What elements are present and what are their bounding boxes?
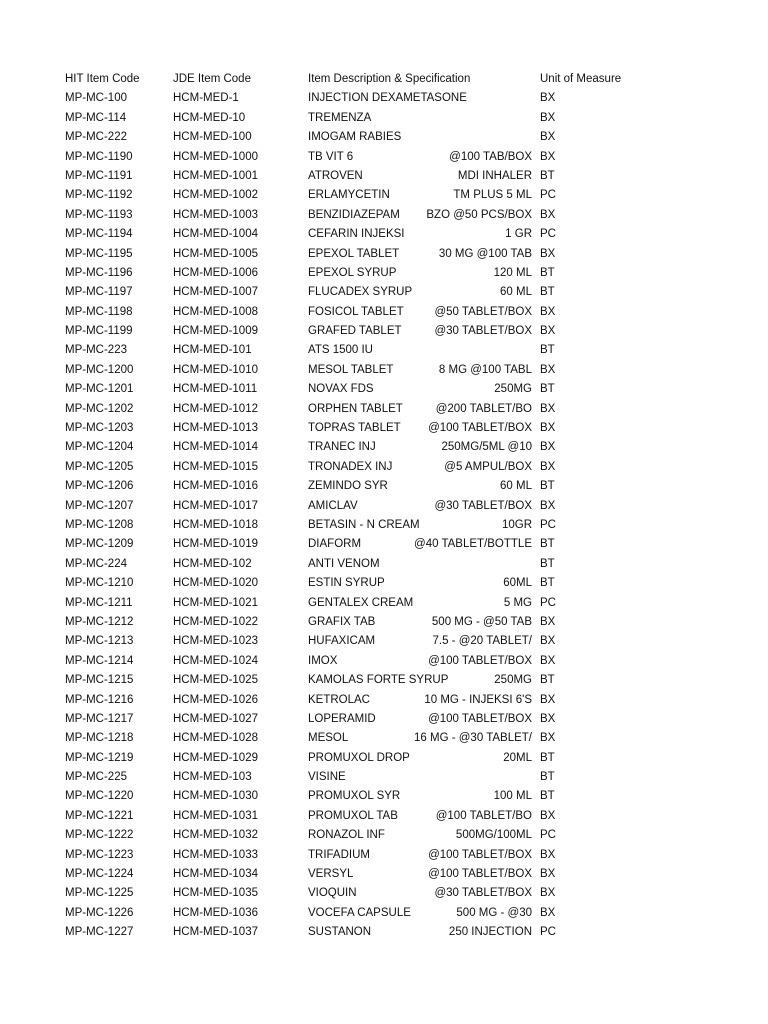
header-item-description: Item Description & Specification bbox=[308, 73, 471, 85]
jde-item-code-cell: HCM-MED-10 bbox=[173, 111, 246, 124]
hit-item-code-cell: MP-MC-1201 bbox=[65, 383, 134, 396]
hit-item-code-cell: MP-MC-1195 bbox=[65, 247, 133, 260]
jde-item-code-cell: HCM-MED-1024 bbox=[173, 654, 258, 667]
unit-of-measure-cell: BX bbox=[540, 111, 556, 124]
unit-of-measure-cell: BT bbox=[540, 383, 555, 396]
item-description-cell: TRONADEX INJ bbox=[308, 460, 393, 473]
item-specification-cell: 20ML bbox=[503, 751, 532, 764]
jde-item-code-cell: HCM-MED-1027 bbox=[173, 712, 258, 725]
table-row bbox=[0, 322, 768, 341]
item-specification-cell: 60 ML bbox=[500, 480, 532, 493]
table-row bbox=[0, 555, 768, 574]
table-row bbox=[0, 419, 768, 438]
item-description-cell: GRAFIX TAB bbox=[308, 615, 376, 628]
table-row bbox=[0, 710, 768, 729]
jde-item-code-cell: HCM-MED-1021 bbox=[173, 596, 258, 609]
unit-of-measure-cell: BX bbox=[540, 499, 556, 512]
hit-item-code-cell: MP-MC-1194 bbox=[65, 228, 133, 241]
unit-of-measure-cell: BX bbox=[540, 654, 556, 667]
hit-item-code-cell: MP-MC-1207 bbox=[65, 499, 134, 512]
table-row bbox=[0, 923, 768, 942]
item-description-cell: ATS 1500 IU bbox=[308, 344, 373, 357]
jde-item-code-cell: HCM-MED-1014 bbox=[173, 441, 258, 454]
jde-item-code-cell: HCM-MED-101 bbox=[173, 344, 252, 357]
unit-of-measure-cell: BX bbox=[540, 906, 556, 919]
hit-item-code-cell: MP-MC-1218 bbox=[65, 732, 134, 745]
hit-item-code-cell: MP-MC-1223 bbox=[65, 848, 134, 861]
item-description-cell: MESOL bbox=[308, 732, 349, 745]
jde-item-code-cell: HCM-MED-1020 bbox=[173, 577, 258, 590]
table-row bbox=[0, 264, 768, 283]
item-description-cell: TREMENZA bbox=[308, 111, 372, 124]
table-row bbox=[0, 380, 768, 399]
jde-item-code-cell: HCM-MED-1006 bbox=[173, 266, 258, 279]
item-description-cell: ANTI VENOM bbox=[308, 557, 380, 570]
jde-item-code-cell: HCM-MED-1030 bbox=[173, 790, 258, 803]
header-unit-of-measure: Unit of Measure bbox=[540, 73, 622, 85]
table-row bbox=[0, 787, 768, 806]
item-description-cell: PROMUXOL TAB bbox=[308, 809, 398, 822]
unit-of-measure-cell: BX bbox=[540, 150, 556, 163]
table-row bbox=[0, 768, 768, 787]
item-specification-cell: 250 INJECTION bbox=[448, 926, 532, 939]
item-specification-cell: @100 TABLET/BOX bbox=[428, 848, 532, 861]
table-row bbox=[0, 865, 768, 884]
jde-item-code-cell: HCM-MED-1018 bbox=[173, 518, 258, 531]
unit-of-measure-cell: BX bbox=[540, 693, 556, 706]
hit-item-code-cell: MP-MC-1208 bbox=[65, 518, 134, 531]
table-row bbox=[0, 283, 768, 302]
item-table bbox=[0, 70, 768, 943]
unit-of-measure-cell: BX bbox=[540, 247, 556, 260]
jde-item-code-cell: HCM-MED-1008 bbox=[173, 305, 258, 318]
item-specification-cell: @30 TABLET/BOX bbox=[434, 499, 532, 512]
item-description-cell: IMOX bbox=[308, 654, 338, 667]
header-jde-item-code: JDE Item Code bbox=[173, 73, 251, 85]
jde-item-code-cell: HCM-MED-1002 bbox=[173, 189, 258, 202]
item-description-cell: ZEMINDO SYR bbox=[308, 480, 388, 493]
item-specification-cell: @100 TAB/BOX bbox=[449, 150, 532, 163]
hit-item-code-cell: MP-MC-1193 bbox=[65, 208, 133, 221]
item-description-cell: SUSTANON bbox=[308, 926, 372, 939]
item-specification-cell: 250MG bbox=[494, 383, 532, 396]
table-row bbox=[0, 594, 768, 613]
unit-of-measure-cell: BT bbox=[540, 771, 555, 784]
hit-item-code-cell: MP-MC-1202 bbox=[65, 402, 134, 415]
unit-of-measure-cell: BT bbox=[540, 577, 555, 590]
jde-item-code-cell: HCM-MED-1005 bbox=[173, 247, 258, 260]
jde-item-code-cell: HCM-MED-1003 bbox=[173, 208, 258, 221]
hit-item-code-cell: MP-MC-1219 bbox=[65, 751, 134, 764]
unit-of-measure-cell: BT bbox=[540, 557, 555, 570]
table-row bbox=[0, 652, 768, 671]
item-description-cell: TOPRAS TABLET bbox=[308, 422, 401, 435]
hit-item-code-cell: MP-MC-1221 bbox=[65, 809, 134, 822]
item-description-cell: BETASIN - N CREAM bbox=[308, 518, 420, 531]
hit-item-code-cell: MP-MC-1203 bbox=[65, 422, 134, 435]
unit-of-measure-cell: BT bbox=[540, 790, 555, 803]
unit-of-measure-cell: BX bbox=[540, 868, 556, 881]
hit-item-code-cell: MP-MC-1226 bbox=[65, 906, 134, 919]
item-description-cell: LOPERAMID bbox=[308, 712, 376, 725]
item-specification-cell: @100 TABLET/BOX bbox=[428, 422, 532, 435]
unit-of-measure-cell: BX bbox=[540, 208, 556, 221]
table-row bbox=[0, 186, 768, 205]
unit-of-measure-cell: BT bbox=[540, 169, 555, 182]
item-specification-cell: @5 AMPUL/BOX bbox=[444, 460, 532, 473]
jde-item-code-cell: HCM-MED-1000 bbox=[173, 150, 258, 163]
table-row bbox=[0, 535, 768, 554]
item-description-cell: VIOQUIN bbox=[308, 887, 357, 900]
jde-item-code-cell: HCM-MED-1019 bbox=[173, 538, 258, 551]
jde-item-code-cell: HCM-MED-1012 bbox=[173, 402, 258, 415]
hit-item-code-cell: MP-MC-1200 bbox=[65, 363, 134, 376]
header-row bbox=[0, 70, 768, 89]
item-description-cell: TRIFADIUM bbox=[308, 848, 370, 861]
unit-of-measure-cell: BX bbox=[540, 615, 556, 628]
jde-item-code-cell: HCM-MED-1011 bbox=[173, 383, 258, 396]
item-specification-cell: 500 MG - @50 TAB bbox=[431, 615, 532, 628]
jde-item-code-cell: HCM-MED-1033 bbox=[173, 848, 258, 861]
jde-item-code-cell: HCM-MED-1034 bbox=[173, 868, 258, 881]
jde-item-code-cell: HCM-MED-1007 bbox=[173, 286, 258, 299]
jde-item-code-cell: HCM-MED-1028 bbox=[173, 732, 258, 745]
unit-of-measure-cell: BX bbox=[540, 441, 556, 454]
jde-item-code-cell: HCM-MED-1015 bbox=[173, 460, 258, 473]
item-specification-cell: 120 ML bbox=[493, 266, 532, 279]
header-hit-item-code: HIT Item Code bbox=[65, 73, 140, 85]
item-specification-cell: 16 MG - @30 TABLET/ bbox=[414, 732, 532, 745]
item-description-cell: KAMOLAS FORTE SYRUP bbox=[308, 674, 449, 687]
item-specification-cell: 1 GR bbox=[505, 228, 532, 241]
jde-item-code-cell: HCM-MED-1004 bbox=[173, 228, 258, 241]
item-specification-cell: 60ML bbox=[503, 577, 532, 590]
table-row bbox=[0, 846, 768, 865]
item-specification-cell: @30 TABLET/BOX bbox=[434, 325, 532, 338]
table-row bbox=[0, 225, 768, 244]
item-description-cell: FOSICOL TABLET bbox=[308, 305, 404, 318]
item-description-cell: CEFARIN INJEKSI bbox=[308, 228, 405, 241]
item-specification-cell: 10 MG - INJEKSI 6'S bbox=[424, 693, 532, 706]
unit-of-measure-cell: BX bbox=[540, 422, 556, 435]
table-row bbox=[0, 671, 768, 690]
hit-item-code-cell: MP-MC-1204 bbox=[65, 441, 134, 454]
hit-item-code-cell: MP-MC-1196 bbox=[65, 266, 133, 279]
item-description-cell: TRANEC INJ bbox=[308, 441, 376, 454]
table-row bbox=[0, 458, 768, 477]
item-description-cell: VOCEFA CAPSULE bbox=[308, 906, 411, 919]
hit-item-code-cell: MP-MC-225 bbox=[65, 771, 127, 784]
unit-of-measure-cell: BT bbox=[540, 480, 555, 493]
unit-of-measure-cell: PC bbox=[540, 596, 556, 609]
hit-item-code-cell: MP-MC-114 bbox=[65, 111, 127, 124]
jde-item-code-cell: HCM-MED-1035 bbox=[173, 887, 258, 900]
item-specification-cell: MDI INHALER bbox=[457, 169, 532, 182]
unit-of-measure-cell: BT bbox=[540, 344, 555, 357]
table-row bbox=[0, 167, 768, 186]
item-specification-cell: @200 TABLET/BO bbox=[435, 402, 532, 415]
table-row bbox=[0, 341, 768, 360]
jde-item-code-cell: HCM-MED-1032 bbox=[173, 829, 258, 842]
unit-of-measure-cell: BX bbox=[540, 131, 556, 144]
table-row bbox=[0, 109, 768, 128]
table-row bbox=[0, 613, 768, 632]
unit-of-measure-cell: BX bbox=[540, 402, 556, 415]
hit-item-code-cell: MP-MC-1190 bbox=[65, 150, 133, 163]
jde-item-code-cell: HCM-MED-1 bbox=[173, 92, 239, 105]
item-description-cell: HUFAXICAM bbox=[308, 635, 376, 648]
unit-of-measure-cell: BT bbox=[540, 266, 555, 279]
item-specification-cell: 60 ML bbox=[500, 286, 532, 299]
jde-item-code-cell: HCM-MED-1016 bbox=[173, 480, 258, 493]
jde-item-code-cell: HCM-MED-1037 bbox=[173, 926, 258, 939]
hit-item-code-cell: MP-MC-1227 bbox=[65, 926, 134, 939]
table-row bbox=[0, 516, 768, 535]
item-specification-cell: @100 TABLET/BOX bbox=[428, 712, 532, 725]
unit-of-measure-cell: PC bbox=[540, 189, 556, 202]
hit-item-code-cell: MP-MC-1213 bbox=[65, 635, 134, 648]
jde-item-code-cell: HCM-MED-100 bbox=[173, 131, 252, 144]
unit-of-measure-cell: BX bbox=[540, 363, 556, 376]
item-description-cell: MESOL TABLET bbox=[308, 363, 394, 376]
item-description-cell: EPEXOL TABLET bbox=[308, 247, 400, 260]
table-row bbox=[0, 245, 768, 264]
jde-item-code-cell: HCM-MED-1031 bbox=[173, 809, 258, 822]
item-description-cell: PROMUXOL DROP bbox=[308, 751, 410, 764]
item-description-cell: RONAZOL INF bbox=[308, 829, 385, 842]
item-description-cell: KETROLAC bbox=[308, 693, 370, 706]
table-row bbox=[0, 303, 768, 322]
jde-item-code-cell: HCM-MED-103 bbox=[173, 771, 252, 784]
table-body bbox=[0, 89, 768, 942]
hit-item-code-cell: MP-MC-1205 bbox=[65, 460, 134, 473]
item-description-cell: INJECTION DEXAMETASONE bbox=[308, 92, 467, 105]
hit-item-code-cell: MP-MC-1199 bbox=[65, 325, 133, 338]
item-description-cell: ERLAMYCETIN bbox=[308, 189, 390, 202]
jde-item-code-cell: HCM-MED-1025 bbox=[173, 674, 258, 687]
item-description-cell: AMICLAV bbox=[308, 499, 358, 512]
unit-of-measure-cell: PC bbox=[540, 829, 556, 842]
item-description-cell: ATROVEN bbox=[308, 169, 363, 182]
unit-of-measure-cell: PC bbox=[540, 518, 556, 531]
hit-item-code-cell: MP-MC-1197 bbox=[65, 286, 133, 299]
hit-item-code-cell: MP-MC-1212 bbox=[65, 615, 134, 628]
table-row bbox=[0, 904, 768, 923]
jde-item-code-cell: HCM-MED-1009 bbox=[173, 325, 258, 338]
table-row bbox=[0, 206, 768, 225]
item-description-cell: PROMUXOL SYR bbox=[308, 790, 401, 803]
item-specification-cell: BZO @50 PCS/BOX bbox=[426, 208, 532, 221]
item-description-cell: GENTALEX CREAM bbox=[308, 596, 414, 609]
jde-item-code-cell: HCM-MED-1029 bbox=[173, 751, 258, 764]
hit-item-code-cell: MP-MC-1198 bbox=[65, 305, 133, 318]
item-description-cell: VERSYL bbox=[308, 868, 354, 881]
jde-item-code-cell: HCM-MED-1023 bbox=[173, 635, 258, 648]
item-description-cell: GRAFED TABLET bbox=[308, 325, 402, 338]
item-specification-cell: 250MG/5ML @10 bbox=[441, 441, 532, 454]
item-specification-cell: 500MG/100ML bbox=[455, 829, 532, 842]
item-description-cell: BENZIDIAZEPAM bbox=[308, 208, 400, 221]
hit-item-code-cell: MP-MC-1224 bbox=[65, 868, 134, 881]
table-row bbox=[0, 807, 768, 826]
item-specification-cell: @100 TABLET/BOX bbox=[428, 868, 532, 881]
hit-item-code-cell: MP-MC-1211 bbox=[65, 596, 133, 609]
hit-item-code-cell: MP-MC-100 bbox=[65, 92, 127, 105]
item-specification-cell: 30 MG @100 TAB bbox=[438, 247, 532, 260]
hit-item-code-cell: MP-MC-223 bbox=[65, 344, 127, 357]
table-row bbox=[0, 691, 768, 710]
jde-item-code-cell: HCM-MED-1017 bbox=[173, 499, 258, 512]
item-specification-cell: 5 MG bbox=[503, 596, 532, 609]
table-row bbox=[0, 477, 768, 496]
table-row bbox=[0, 148, 768, 167]
item-description-cell: IMOGAM RABIES bbox=[308, 131, 402, 144]
item-description-cell: ORPHEN TABLET bbox=[308, 402, 403, 415]
item-specification-cell: 500 MG - @30 bbox=[456, 906, 532, 919]
unit-of-measure-cell: BX bbox=[540, 325, 556, 338]
unit-of-measure-cell: BT bbox=[540, 751, 555, 764]
table-row bbox=[0, 574, 768, 593]
item-specification-cell: @30 TABLET/BOX bbox=[434, 887, 532, 900]
unit-of-measure-cell: BT bbox=[540, 286, 555, 299]
hit-item-code-cell: MP-MC-1220 bbox=[65, 790, 134, 803]
item-description-cell: DIAFORM bbox=[308, 538, 362, 551]
jde-item-code-cell: HCM-MED-1013 bbox=[173, 422, 258, 435]
item-description-cell: EPEXOL SYRUP bbox=[308, 266, 397, 279]
hit-item-code-cell: MP-MC-1191 bbox=[65, 169, 133, 182]
table-row bbox=[0, 826, 768, 845]
table-row bbox=[0, 361, 768, 380]
table-row bbox=[0, 632, 768, 651]
table-row bbox=[0, 729, 768, 748]
unit-of-measure-cell: BX bbox=[540, 732, 556, 745]
item-specification-cell: @100 TABLET/BOX bbox=[428, 654, 532, 667]
table-row bbox=[0, 438, 768, 457]
jde-item-code-cell: HCM-MED-1010 bbox=[173, 363, 258, 376]
item-specification-cell: @100 TABLET/BO bbox=[435, 809, 532, 822]
item-description-cell: NOVAX FDS bbox=[308, 383, 374, 396]
unit-of-measure-cell: BX bbox=[540, 712, 556, 725]
hit-item-code-cell: MP-MC-1222 bbox=[65, 829, 134, 842]
unit-of-measure-cell: PC bbox=[540, 228, 556, 241]
item-specification-cell: 10GR bbox=[501, 518, 532, 531]
unit-of-measure-cell: BX bbox=[540, 460, 556, 473]
unit-of-measure-cell: BT bbox=[540, 674, 555, 687]
unit-of-measure-cell: BX bbox=[540, 809, 556, 822]
hit-item-code-cell: MP-MC-1209 bbox=[65, 538, 134, 551]
hit-item-code-cell: MP-MC-1215 bbox=[65, 674, 134, 687]
unit-of-measure-cell: BX bbox=[540, 635, 556, 648]
hit-item-code-cell: MP-MC-1225 bbox=[65, 887, 134, 900]
table-row bbox=[0, 89, 768, 108]
unit-of-measure-cell: PC bbox=[540, 926, 556, 939]
table-row bbox=[0, 400, 768, 419]
hit-item-code-cell: MP-MC-1192 bbox=[65, 189, 133, 202]
item-description-cell: TB VIT 6 bbox=[308, 150, 354, 163]
item-description-cell: VISINE bbox=[308, 771, 346, 784]
unit-of-measure-cell: BX bbox=[540, 848, 556, 861]
unit-of-measure-cell: BX bbox=[540, 305, 556, 318]
item-specification-cell: 7.5 - @20 TABLET/ bbox=[432, 635, 532, 648]
item-description-cell: ESTIN SYRUP bbox=[308, 577, 385, 590]
table-row bbox=[0, 884, 768, 903]
item-specification-cell: TM PLUS 5 ML bbox=[453, 189, 532, 202]
jde-item-code-cell: HCM-MED-1026 bbox=[173, 693, 258, 706]
unit-of-measure-cell: BX bbox=[540, 887, 556, 900]
table-row bbox=[0, 128, 768, 147]
item-specification-cell: @40 TABLET/BOTTLE bbox=[414, 538, 532, 551]
hit-item-code-cell: MP-MC-1216 bbox=[65, 693, 134, 706]
jde-item-code-cell: HCM-MED-1036 bbox=[173, 906, 258, 919]
jde-item-code-cell: HCM-MED-1001 bbox=[173, 169, 258, 182]
unit-of-measure-cell: BT bbox=[540, 538, 555, 551]
table-row bbox=[0, 749, 768, 768]
table-row bbox=[0, 497, 768, 516]
hit-item-code-cell: MP-MC-1217 bbox=[65, 712, 134, 725]
hit-item-code-cell: MP-MC-222 bbox=[65, 131, 127, 144]
unit-of-measure-cell: BX bbox=[540, 92, 556, 105]
item-specification-cell: 250MG bbox=[494, 674, 532, 687]
hit-item-code-cell: MP-MC-1206 bbox=[65, 480, 134, 493]
hit-item-code-cell: MP-MC-1210 bbox=[65, 577, 134, 590]
item-specification-cell: 100 ML bbox=[493, 790, 532, 803]
item-specification-cell: @50 TABLET/BOX bbox=[434, 305, 532, 318]
hit-item-code-cell: MP-MC-1214 bbox=[65, 654, 134, 667]
item-description-cell: FLUCADEX SYRUP bbox=[308, 286, 413, 299]
jde-item-code-cell: HCM-MED-102 bbox=[173, 557, 252, 570]
jde-item-code-cell: HCM-MED-1022 bbox=[173, 615, 258, 628]
hit-item-code-cell: MP-MC-224 bbox=[65, 557, 127, 570]
item-specification-cell: 8 MG @100 TABL bbox=[438, 363, 532, 376]
